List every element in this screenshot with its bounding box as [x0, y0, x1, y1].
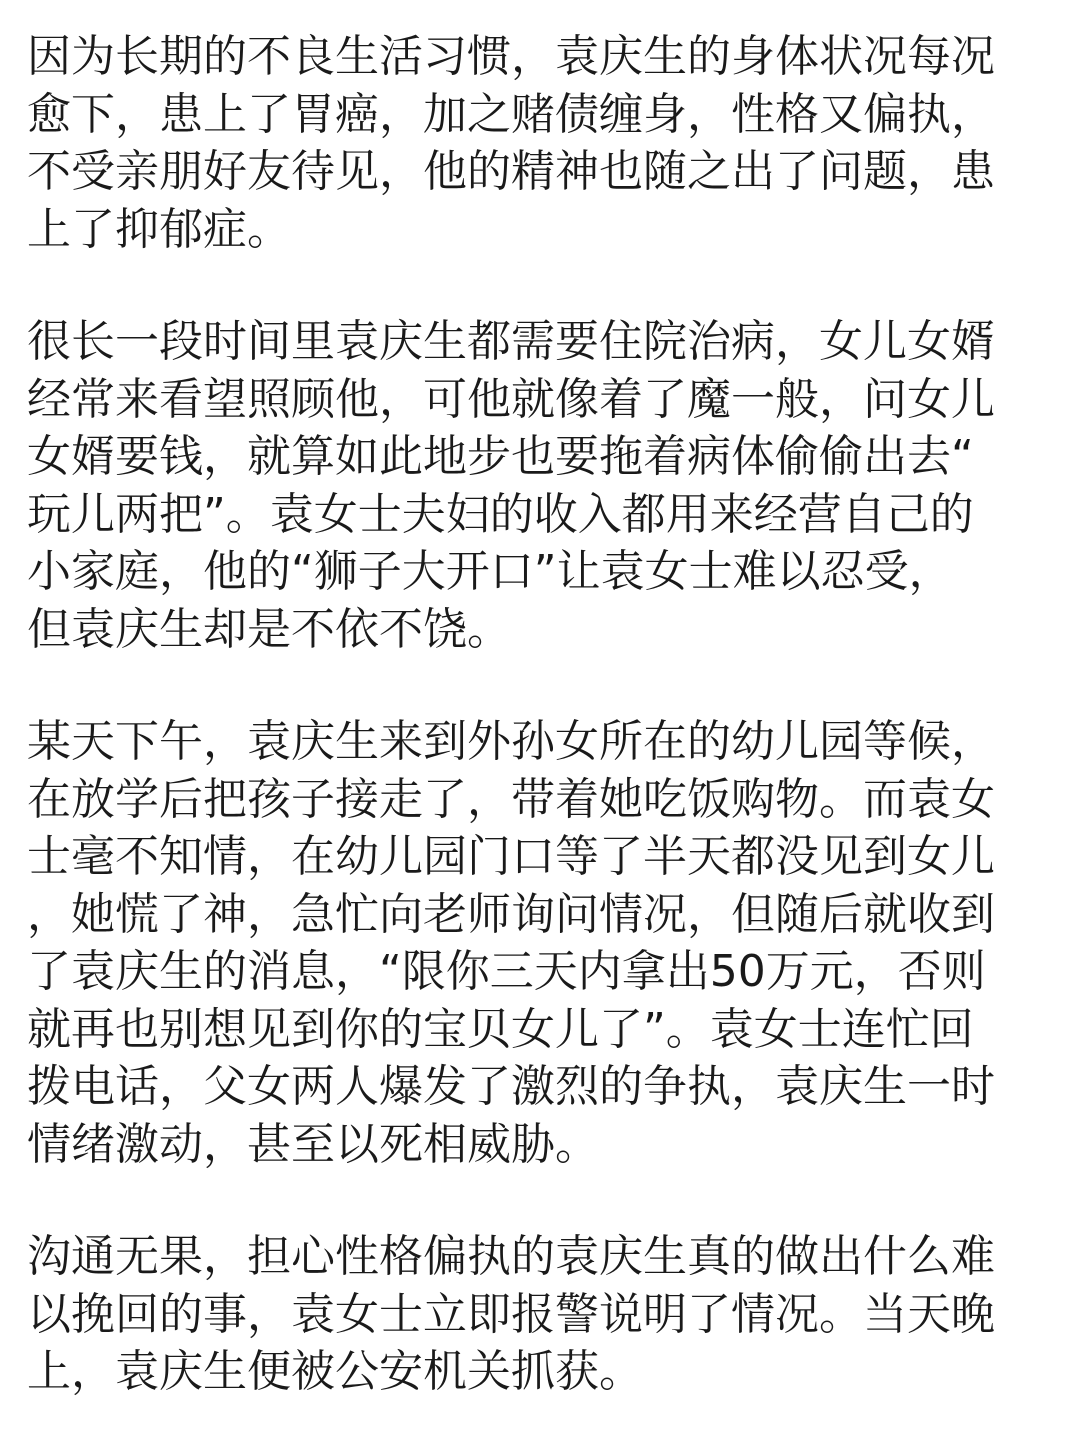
text-line: 经常来看望照顾他，可他就像着了魔一般，问女儿 — [27, 373, 995, 425]
text-line: 不受亲朋好友待见，他的精神也随之出了问题，患 — [27, 146, 995, 197]
text-line: 玩儿两把”。袁女士夫妇的收入都用来经营自己的 — [27, 488, 974, 540]
text-line: ，她慌了神，急忙向老师询问情况，但随后就收到 — [27, 888, 995, 940]
text-line: 就再也别想见到你的宝贝女儿了”。袁女士连忙回 — [27, 1003, 974, 1055]
text-line: 某天下午，袁庆生来到外孙女所在的幼儿园等候， — [27, 716, 995, 767]
text-line: 小家庭，他的“狮子大开口”让袁女士难以忍受， — [27, 546, 953, 597]
text-line: 沟通无果，担心性格偏执的袁庆生真的做出什么难 — [27, 1231, 995, 1282]
text-line: 拨电话，父女两人爆发了激烈的争执，袁庆生一时 — [27, 1061, 995, 1112]
article-body — [27, 28, 1057, 1456]
paragraph-1 — [27, 28, 1057, 258]
text-line: 了袁庆生的消息，“限你三天内拿出50万元，否则 — [27, 946, 986, 997]
text-line: 上，袁庆生便被公安机关抓获。 — [27, 1346, 643, 1397]
text-line: 上了抑郁症。 — [27, 203, 291, 255]
paragraph-3 — [27, 713, 1057, 1173]
paragraph-4 — [27, 1228, 1057, 1401]
text-line: 但袁庆生却是不依不饶。 — [27, 603, 511, 655]
text-line: 很长一段时间里袁庆生都需要住院治病，女儿女婿 — [27, 316, 995, 367]
text-line: 因为长期的不良生活习惯，袁庆生的身体状况每况 — [27, 31, 995, 82]
text-line: 以挽回的事，袁女士立即报警说明了情况。当天晚 — [27, 1288, 995, 1340]
text-line: 情绪激动，甚至以死相威胁。 — [27, 1118, 599, 1170]
paragraph-2 — [27, 313, 1057, 658]
text-line: 士毫不知情，在幼儿园门口等了半天都没见到女儿 — [27, 831, 995, 882]
text-line: 在放学后把孩子接走了，带着她吃饭购物。而袁女 — [27, 773, 995, 825]
text-line: 女婿要钱，就算如此地步也要拖着病体偷偷出去“ — [27, 431, 974, 482]
text-line: 愈下，患上了胃癌，加之赌债缠身，性格又偏执， — [27, 88, 995, 140]
